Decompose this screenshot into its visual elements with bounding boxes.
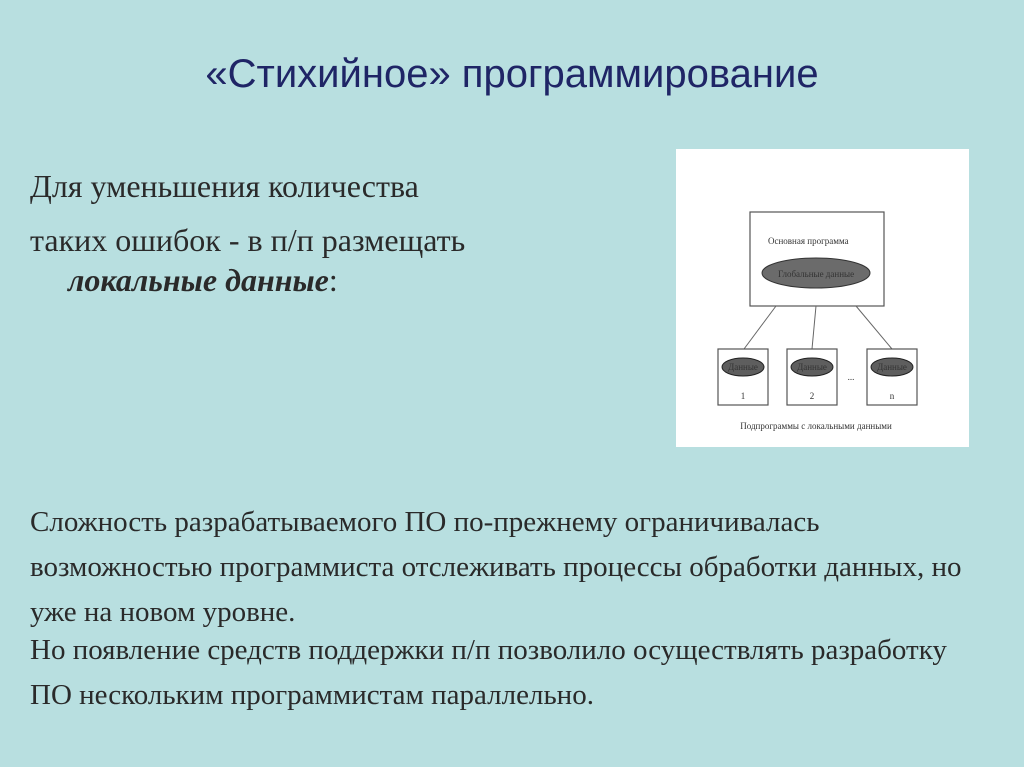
sub2-data-label: Данные (797, 362, 827, 372)
diagram-caption: Подпрограммы с локальными данными (740, 421, 892, 431)
connector-n (856, 306, 892, 349)
sub2-number: 2 (809, 391, 815, 401)
paragraph-local-data (30, 166, 465, 300)
para1-emphasis-line (30, 260, 465, 300)
subroutine-diagram (676, 149, 969, 447)
subn-data-label: Данные (877, 362, 907, 372)
ellipsis: ... (847, 372, 855, 382)
local-data-emphasis: локальные данные (68, 262, 329, 298)
sub1-number: 1 (740, 391, 746, 401)
sub1-data-label: Данные (728, 362, 758, 372)
subn-number: n (889, 391, 895, 401)
slide-title: «Стихийное» программирование (205, 52, 819, 96)
paragraph-complexity: Сложность разрабатываемого ПО по-прежнему ограничивалась возможностью программиста отслеживать процессы обработки данных, но уже на новом уровне. (30, 506, 962, 628)
para1-colon: : (328, 262, 338, 298)
main-program-label: Основная программа (768, 236, 849, 246)
paragraph-parallel-development: Но появление средств поддержки п/п позволило осуществлять разработку ПО нескольким программистам параллельно. (30, 634, 947, 711)
connector-2 (812, 306, 816, 349)
subroutine-diagram-svg (676, 149, 969, 447)
para1-line2: таких ошибок - в п/п размещать (30, 222, 466, 258)
global-data-label: Глобальные данные (777, 269, 855, 279)
para1-line1: Для уменьшения количества (30, 168, 419, 204)
connector-1 (744, 306, 776, 349)
